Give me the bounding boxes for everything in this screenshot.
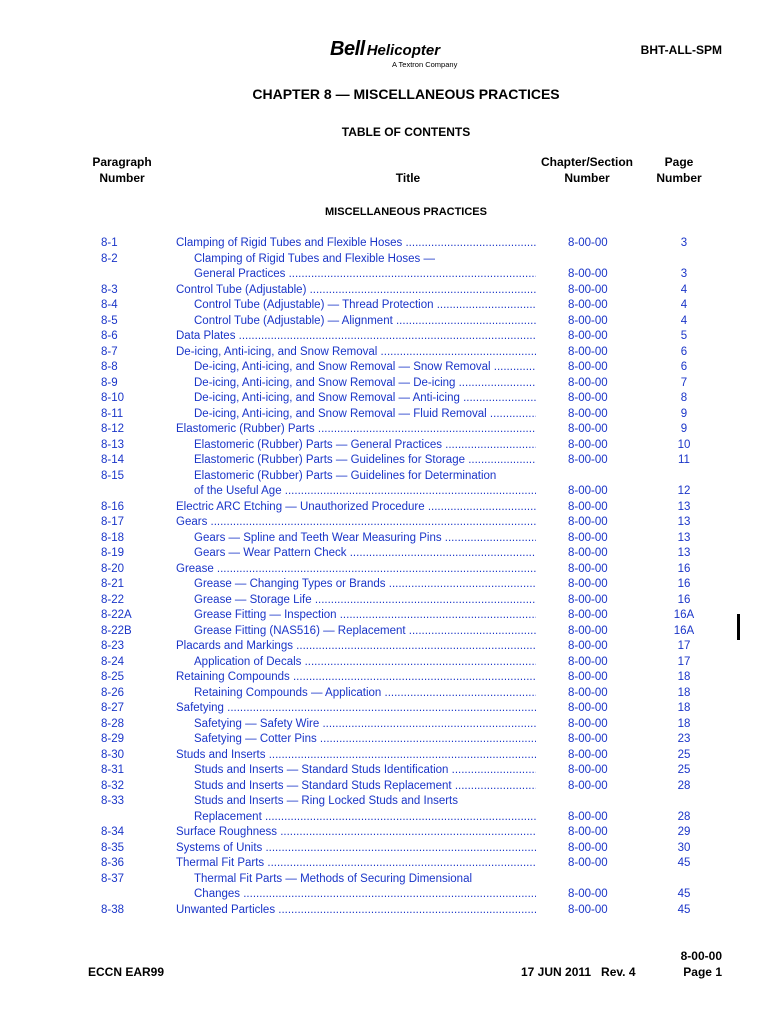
footer-section-code: 8-00-00 xyxy=(680,949,722,963)
toc-page-number[interactable]: 6 xyxy=(680,345,688,358)
toc-entry-link[interactable]: Gears — Spline and Teeth Wear Measuring Pins ..... xyxy=(194,531,536,547)
toc-paragraph-number: 8-5 xyxy=(101,314,118,327)
toc-chapter-section: 8-00-00 xyxy=(568,624,608,637)
toc-row[interactable] xyxy=(0,701,768,717)
toc-paragraph-number: 8-20 xyxy=(101,562,125,575)
toc-page-number[interactable]: 29 xyxy=(677,826,691,838)
toc-entry-link[interactable]: Gears ..... xyxy=(176,515,536,531)
toc-row[interactable] xyxy=(0,298,768,314)
toc-paragraph-number: 8-1 xyxy=(101,237,118,249)
toc-chapter-section: 8-00-00 xyxy=(568,345,608,358)
toc-chapter-section: 8-00-00 xyxy=(568,299,608,311)
toc-chapter-section: 8-00-00 xyxy=(568,407,608,420)
toc-page-number[interactable]: 18 xyxy=(677,717,691,730)
toc-chapter-section: 8-00-00 xyxy=(568,857,608,869)
toc-entry-link[interactable]: Grease Fitting — Inspection ..... xyxy=(194,608,536,624)
toc-row[interactable] xyxy=(0,236,768,252)
toc-entry-link[interactable]: Studs and Inserts — Standard Studs Replacement ..... xyxy=(194,779,536,795)
toc-page-number[interactable]: 45 xyxy=(677,857,691,869)
toc-chapter-section: 8-00-00 xyxy=(568,268,608,280)
toc-paragraph-number: 8-22B xyxy=(101,624,132,637)
toc-paragraph-number: 8-9 xyxy=(101,376,118,389)
toc-page-number[interactable]: 6 xyxy=(680,361,688,373)
toc-paragraph-number: 8-29 xyxy=(101,733,125,745)
toc-row[interactable] xyxy=(0,438,768,454)
toc-row[interactable] xyxy=(0,469,768,485)
toc-row[interactable] xyxy=(0,500,768,516)
section-heading: MISCELLANEOUS PRACTICES xyxy=(325,206,487,218)
toc-entry-link[interactable]: Electric ARC Etching — Unauthorized Procedure ..... xyxy=(176,500,536,516)
toc-row[interactable] xyxy=(0,407,768,423)
toc-chapter-section: 8-00-00 xyxy=(568,764,608,776)
toc-chapter-section: 8-00-00 xyxy=(568,423,608,435)
toc-row[interactable] xyxy=(0,515,768,531)
toc-row[interactable] xyxy=(0,810,768,826)
toc-paragraph-number: 8-6 xyxy=(101,330,118,342)
toc-row[interactable] xyxy=(0,748,768,764)
toc-page-number[interactable]: 3 xyxy=(680,237,688,249)
toc-paragraph-number: 8-35 xyxy=(101,841,125,854)
toc-chapter-section: 8-00-00 xyxy=(568,826,608,838)
toc-entry-link[interactable]: Data Plates ..... xyxy=(176,329,536,345)
toc-page-number[interactable]: 18 xyxy=(677,686,691,699)
toc-row[interactable] xyxy=(0,872,768,888)
toc-page-number[interactable]: 30 xyxy=(677,841,691,854)
toc-entry-link[interactable]: De-icing, Anti-icing, and Snow Removal — Fluid Removal ..... xyxy=(194,407,536,423)
toc-title: TABLE OF CONTENTS xyxy=(341,125,471,139)
toc-chapter-section: 8-00-00 xyxy=(568,671,608,683)
toc-row[interactable] xyxy=(0,903,768,919)
toc-paragraph-number: 8-12 xyxy=(101,423,125,435)
toc-page-number[interactable]: 8 xyxy=(680,392,688,404)
toc-entry-link[interactable]: Clamping of Rigid Tubes and Flexible Hoses — xyxy=(194,252,435,265)
toc-page-number[interactable]: 17 xyxy=(677,640,691,652)
toc-page-number[interactable]: 16 xyxy=(677,562,691,575)
toc-entry-link[interactable]: Application of Decals ..... xyxy=(194,655,536,671)
toc-paragraph-number: 8-32 xyxy=(101,779,125,792)
toc-row[interactable] xyxy=(0,453,768,469)
toc-page-number[interactable]: 16 xyxy=(677,578,691,590)
toc-entry-link[interactable]: Elastomeric (Rubber) Parts ..... xyxy=(176,422,536,438)
document-id: BHT-ALL-SPM xyxy=(640,43,722,57)
toc-page-number[interactable]: 45 xyxy=(677,888,691,900)
toc-entry-link[interactable]: Control Tube (Adjustable) ..... xyxy=(176,283,536,299)
toc-row[interactable] xyxy=(0,686,768,702)
toc-page-number[interactable]: 7 xyxy=(680,376,688,389)
toc-entry-link[interactable]: Replacement ..... xyxy=(194,810,536,826)
toc-chapter-section: 8-00-00 xyxy=(568,903,608,916)
toc-row[interactable] xyxy=(0,329,768,345)
toc-entry-link[interactable]: Surface Roughness ..... xyxy=(176,825,536,841)
toc-entry-link[interactable]: De-icing, Anti-icing, and Snow Removal — De-icing ..... xyxy=(194,376,536,392)
toc-entry-link[interactable]: De-icing, Anti-icing, and Snow Removal — Anti-icing ..... xyxy=(194,391,536,407)
toc-page-number[interactable]: 4 xyxy=(680,283,688,296)
toc-entry-link[interactable]: Studs and Inserts ..... xyxy=(176,748,536,764)
toc-chapter-section: 8-00-00 xyxy=(568,748,608,761)
toc-paragraph-number: 8-23 xyxy=(101,640,125,652)
toc-paragraph-number: 8-38 xyxy=(101,903,125,916)
toc-paragraph-number: 8-33 xyxy=(101,795,125,807)
toc-chapter-section: 8-00-00 xyxy=(568,702,608,714)
toc-entry-link[interactable]: Grease Fitting (NAS516) — Replacement ..... xyxy=(194,624,536,640)
toc-row[interactable] xyxy=(0,283,768,299)
toc-chapter-section: 8-00-00 xyxy=(568,531,608,544)
toc-paragraph-number: 8-34 xyxy=(101,826,125,838)
toc-page-number[interactable]: 11 xyxy=(678,454,690,466)
toc-row[interactable] xyxy=(0,887,768,903)
toc-chapter-section: 8-00-00 xyxy=(568,841,608,854)
toc-chapter-section: 8-00-00 xyxy=(568,237,608,249)
toc-chapter-section: 8-00-00 xyxy=(568,655,608,668)
toc-row[interactable] xyxy=(0,670,768,686)
toc-entry-link[interactable]: De-icing, Anti-icing, and Snow Removal ..... xyxy=(176,345,536,361)
toc-paragraph-number: 8-3 xyxy=(101,283,118,296)
toc-entry-link[interactable]: Grease — Storage Life ..... xyxy=(194,593,536,609)
toc-chapter-section: 8-00-00 xyxy=(568,454,608,466)
logo-subtitle: A Textron Company xyxy=(392,60,458,69)
toc-page-number[interactable]: 13 xyxy=(677,500,691,513)
toc-entry-link[interactable]: De-icing, Anti-icing, and Snow Removal — Snow Removal ..... xyxy=(194,360,536,376)
toc-chapter-section: 8-00-00 xyxy=(568,717,608,730)
toc-row[interactable] xyxy=(0,484,768,500)
toc-page-number[interactable]: 10 xyxy=(677,438,691,451)
toc-chapter-section: 8-00-00 xyxy=(568,578,608,590)
toc-row[interactable] xyxy=(0,376,768,392)
toc-page-number[interactable]: 4 xyxy=(680,299,688,311)
toc-chapter-section: 8-00-00 xyxy=(568,376,608,389)
toc-row[interactable] xyxy=(0,360,768,376)
toc-paragraph-number: 8-14 xyxy=(101,454,125,466)
toc-entry-link[interactable]: Elastomeric (Rubber) Parts — Guidelines for Determination xyxy=(194,469,497,482)
logo-product: Helicopter xyxy=(366,42,441,59)
toc-chapter-section: 8-00-00 xyxy=(568,686,608,699)
toc-row[interactable] xyxy=(0,577,768,593)
toc-paragraph-number: 8-24 xyxy=(101,655,125,668)
column-header-title: Title xyxy=(395,171,421,185)
toc-chapter-section: 8-00-00 xyxy=(568,314,608,327)
toc-paragraph-number: 8-16 xyxy=(101,500,125,513)
toc-paragraph-number: 8-8 xyxy=(101,361,118,373)
toc-paragraph-number: 8-25 xyxy=(101,671,125,683)
toc-paragraph-number: 8-18 xyxy=(101,531,125,544)
toc-paragraph-number: 8-10 xyxy=(101,392,125,404)
toc-paragraph-number: 8-13 xyxy=(101,438,125,451)
toc-entry-link[interactable]: Gears — Wear Pattern Check ..... xyxy=(194,546,536,562)
toc-row[interactable] xyxy=(0,252,768,268)
toc-page-number[interactable]: 28 xyxy=(677,810,691,823)
toc-row[interactable] xyxy=(0,856,768,872)
toc-page-number[interactable]: 13 xyxy=(677,516,691,528)
change-bar xyxy=(737,614,740,640)
toc-row[interactable] xyxy=(0,314,768,330)
toc-row[interactable] xyxy=(0,841,768,857)
toc-chapter-section: 8-00-00 xyxy=(568,593,608,606)
toc-chapter-section: 8-00-00 xyxy=(568,547,608,559)
toc-page-number[interactable]: 25 xyxy=(677,748,691,761)
toc-paragraph-number: 8-21 xyxy=(101,578,125,590)
toc-entry-link[interactable]: Safetying ..... xyxy=(176,701,536,717)
toc-paragraph-number: 8-19 xyxy=(101,547,125,559)
toc-entry-link[interactable]: Elastomeric (Rubber) Parts — General Practices ..... xyxy=(194,438,536,454)
toc-row[interactable] xyxy=(0,391,768,407)
toc-row[interactable] xyxy=(0,562,768,578)
toc-page-number[interactable]: 9 xyxy=(680,407,688,420)
toc-page-number[interactable]: 16A xyxy=(673,609,695,621)
toc-entry-link[interactable]: Control Tube (Adjustable) — Alignment ..... xyxy=(194,314,536,330)
toc-paragraph-number: 8-17 xyxy=(101,516,125,528)
toc-entry-link[interactable]: General Practices ..... xyxy=(194,267,536,283)
toc-entry-link[interactable]: Control Tube (Adjustable) — Thread Protection ..... xyxy=(194,298,536,314)
logo-brand: Bell xyxy=(330,38,365,60)
toc-row[interactable] xyxy=(0,624,768,640)
toc-row[interactable] xyxy=(0,345,768,361)
toc-row[interactable] xyxy=(0,422,768,438)
toc-chapter-section: 8-00-00 xyxy=(568,516,608,528)
toc-chapter-section: 8-00-00 xyxy=(568,888,608,900)
toc-page-number[interactable]: 13 xyxy=(677,547,691,559)
toc-paragraph-number: 8-37 xyxy=(101,872,125,885)
toc-entry-link[interactable]: Safetying — Cotter Pins ..... xyxy=(194,732,536,748)
toc-page-number[interactable]: 4 xyxy=(680,314,688,327)
toc-paragraph-number: 8-15 xyxy=(101,469,125,482)
toc-page-number[interactable]: 45 xyxy=(677,903,691,916)
toc-entry-link[interactable]: Studs and Inserts — Ring Locked Studs and Inserts xyxy=(194,795,459,807)
toc-page-number[interactable]: 3 xyxy=(680,268,688,280)
toc-row[interactable] xyxy=(0,546,768,562)
toc-paragraph-number: 8-7 xyxy=(101,345,118,358)
toc-page-number[interactable]: 23 xyxy=(677,733,691,745)
toc-paragraph-number: 8-4 xyxy=(101,299,118,311)
toc-row[interactable] xyxy=(0,732,768,748)
toc-entry-link[interactable]: Grease — Changing Types or Brands ..... xyxy=(194,577,536,593)
toc-paragraph-number: 8-28 xyxy=(101,717,125,730)
toc-chapter-section: 8-00-00 xyxy=(568,438,608,451)
toc-page-number[interactable]: 25 xyxy=(677,764,691,776)
toc-row[interactable] xyxy=(0,655,768,671)
toc-row[interactable] xyxy=(0,593,768,609)
toc-entry-link[interactable]: Thermal Fit Parts ..... xyxy=(176,856,536,872)
toc-entry-link[interactable]: Retaining Compounds ..... xyxy=(176,670,536,686)
toc-paragraph-number: 8-27 xyxy=(101,702,125,714)
toc-page-number[interactable]: 16A xyxy=(673,624,695,637)
toc-entry-link[interactable]: Studs and Inserts — Standard Studs Identification ..... xyxy=(194,763,536,779)
toc-chapter-section: 8-00-00 xyxy=(568,361,608,373)
toc-page-number[interactable]: 28 xyxy=(677,779,691,792)
chapter-title: CHAPTER 8 — MISCELLANEOUS PRACTICES xyxy=(252,86,560,102)
toc-chapter-section: 8-00-00 xyxy=(568,392,608,404)
toc-row[interactable] xyxy=(0,779,768,795)
toc-chapter-section: 8-00-00 xyxy=(568,609,608,621)
toc-entry-link[interactable]: Grease ..... xyxy=(176,562,536,578)
toc-entry-link[interactable]: Systems of Units ..... xyxy=(176,841,536,857)
bell-helicopter-logo xyxy=(330,38,490,72)
toc-row[interactable] xyxy=(0,531,768,547)
toc-row[interactable] xyxy=(0,267,768,283)
toc-entry-link[interactable]: Safetying — Safety Wire ..... xyxy=(194,717,536,733)
toc-paragraph-number: 8-11 xyxy=(101,407,124,420)
toc-paragraph-number: 8-22A xyxy=(101,609,132,621)
toc-chapter-section: 8-00-00 xyxy=(568,500,608,513)
column-header-page: Page Number xyxy=(656,155,702,185)
toc-chapter-section: 8-00-00 xyxy=(568,640,608,652)
toc-page-number[interactable]: 18 xyxy=(677,702,691,714)
footer-eccn: ECCN EAR99 xyxy=(88,965,165,979)
column-header-chapter-section: Chapter/Section Number xyxy=(540,155,633,185)
toc-page-number[interactable]: 13 xyxy=(677,531,691,544)
toc-chapter-section: 8-00-00 xyxy=(568,733,608,745)
toc-chapter-section: 8-00-00 xyxy=(568,810,608,823)
toc-entry-link[interactable]: Unwanted Particles ..... xyxy=(176,903,536,919)
footer-page-number: Page 1 xyxy=(683,965,722,979)
toc-entry-link[interactable]: Clamping of Rigid Tubes and Flexible Hoses ..... xyxy=(176,236,536,252)
toc-page-number[interactable]: 12 xyxy=(677,485,691,497)
toc-page-number[interactable]: 17 xyxy=(677,655,691,668)
toc-row[interactable] xyxy=(0,639,768,655)
toc-entry-link[interactable]: Retaining Compounds — Application ..... xyxy=(194,686,536,702)
toc-paragraph-number: 8-30 xyxy=(101,748,125,761)
toc-row[interactable] xyxy=(0,763,768,779)
toc-chapter-section: 8-00-00 xyxy=(568,330,608,342)
toc-paragraph-number: 8-22 xyxy=(101,593,125,606)
toc-paragraph-number: 8-26 xyxy=(101,686,125,699)
toc-entry-link[interactable]: Placards and Markings ..... xyxy=(176,639,536,655)
toc-page-number[interactable]: 18 xyxy=(677,671,691,683)
toc-chapter-section: 8-00-00 xyxy=(568,485,608,497)
toc-entry-link[interactable]: Thermal Fit Parts — Methods of Securing Dimensional xyxy=(194,872,473,885)
toc-paragraph-number: 8-31 xyxy=(101,764,125,776)
toc-page-number[interactable]: 5 xyxy=(680,330,688,342)
toc-row[interactable] xyxy=(0,717,768,733)
toc-entry-link[interactable]: Elastomeric (Rubber) Parts — Guidelines for Storage ..... xyxy=(194,453,536,469)
toc-chapter-section: 8-00-00 xyxy=(568,283,608,296)
toc-paragraph-number: 8-36 xyxy=(101,857,125,869)
footer-date-revision: 17 JUN 2011 Rev. 4 xyxy=(521,965,636,979)
toc-paragraph-number: 8-2 xyxy=(101,252,118,265)
toc-row[interactable] xyxy=(0,825,768,841)
column-header-paragraph: Paragraph Number xyxy=(92,155,152,185)
toc-chapter-section: 8-00-00 xyxy=(568,779,608,792)
toc-row[interactable] xyxy=(0,608,768,624)
toc-entry-link[interactable]: Changes ..... xyxy=(194,887,536,903)
toc-entry-link[interactable]: of the Useful Age ..... xyxy=(194,484,536,500)
toc-chapter-section: 8-00-00 xyxy=(568,562,608,575)
toc-row[interactable] xyxy=(0,794,768,810)
toc-list xyxy=(0,236,768,918)
toc-page-number[interactable]: 9 xyxy=(680,423,688,435)
toc-page-number[interactable]: 16 xyxy=(677,593,691,606)
